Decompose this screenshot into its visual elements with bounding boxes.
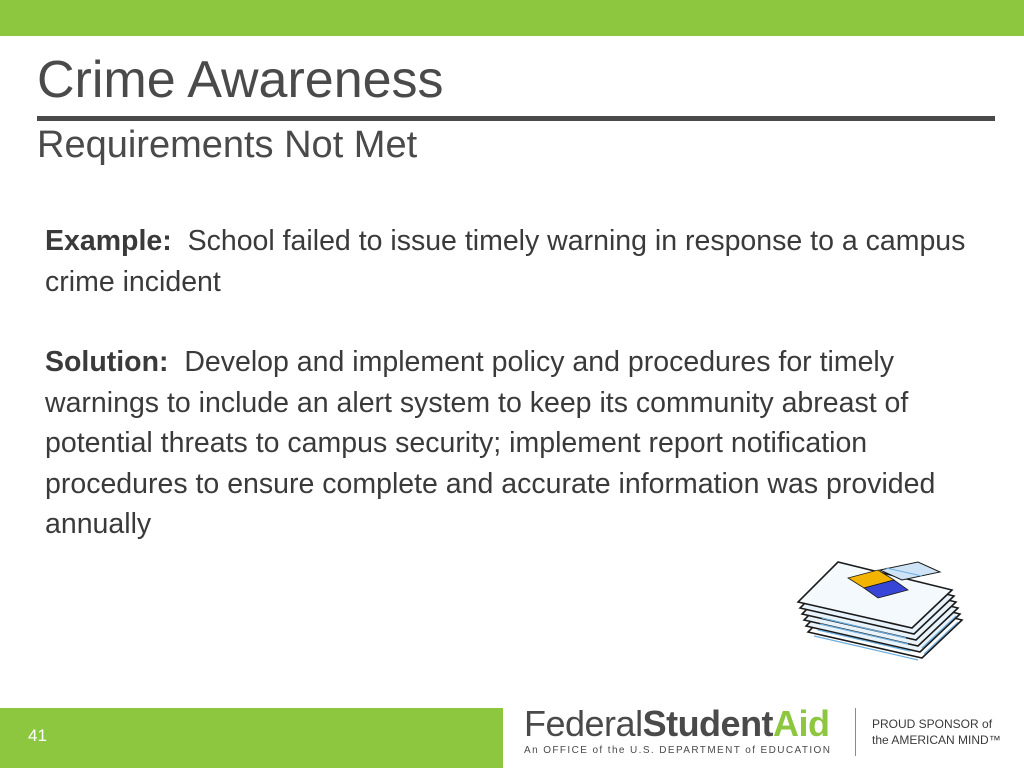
top-accent-bar <box>0 0 1024 36</box>
footer-divider <box>855 708 856 756</box>
sponsor-line-2: the AMERICAN MIND™ <box>872 733 1001 747</box>
logo-federal: Federal <box>524 703 643 744</box>
solution-paragraph <box>45 342 975 545</box>
logo-wordmark <box>524 704 831 744</box>
slide-subtitle: Requirements Not Met <box>37 124 418 166</box>
slide-title: Crime Awareness <box>37 51 444 109</box>
solution-text: Develop and implement policy and procedures for timely warnings to include an alert system to keep its community abreast of potential threats to campus security; implement report notification procedures to ensure complete and accurate information was provided annually <box>45 346 936 540</box>
example-text: School failed to issue timely warning in response to a campus crime incident <box>45 225 966 298</box>
federal-student-aid-logo <box>524 704 831 764</box>
bottom-accent-bar <box>0 708 503 768</box>
stacked-documents-icon <box>790 550 970 670</box>
logo-student: Student <box>642 703 774 744</box>
logo-aid: Aid <box>773 703 830 744</box>
title-divider <box>37 116 995 121</box>
solution-label: Solution: <box>45 346 169 378</box>
sponsor-text <box>872 716 1001 748</box>
slide-body <box>45 221 975 545</box>
example-paragraph <box>45 221 975 302</box>
example-label: Example: <box>45 225 172 257</box>
logo-tagline: An OFFICE of the U.S. DEPARTMENT of EDUCATION <box>524 745 832 756</box>
page-number: 41 <box>28 726 47 745</box>
sponsor-line-1: PROUD SPONSOR of <box>872 717 993 731</box>
